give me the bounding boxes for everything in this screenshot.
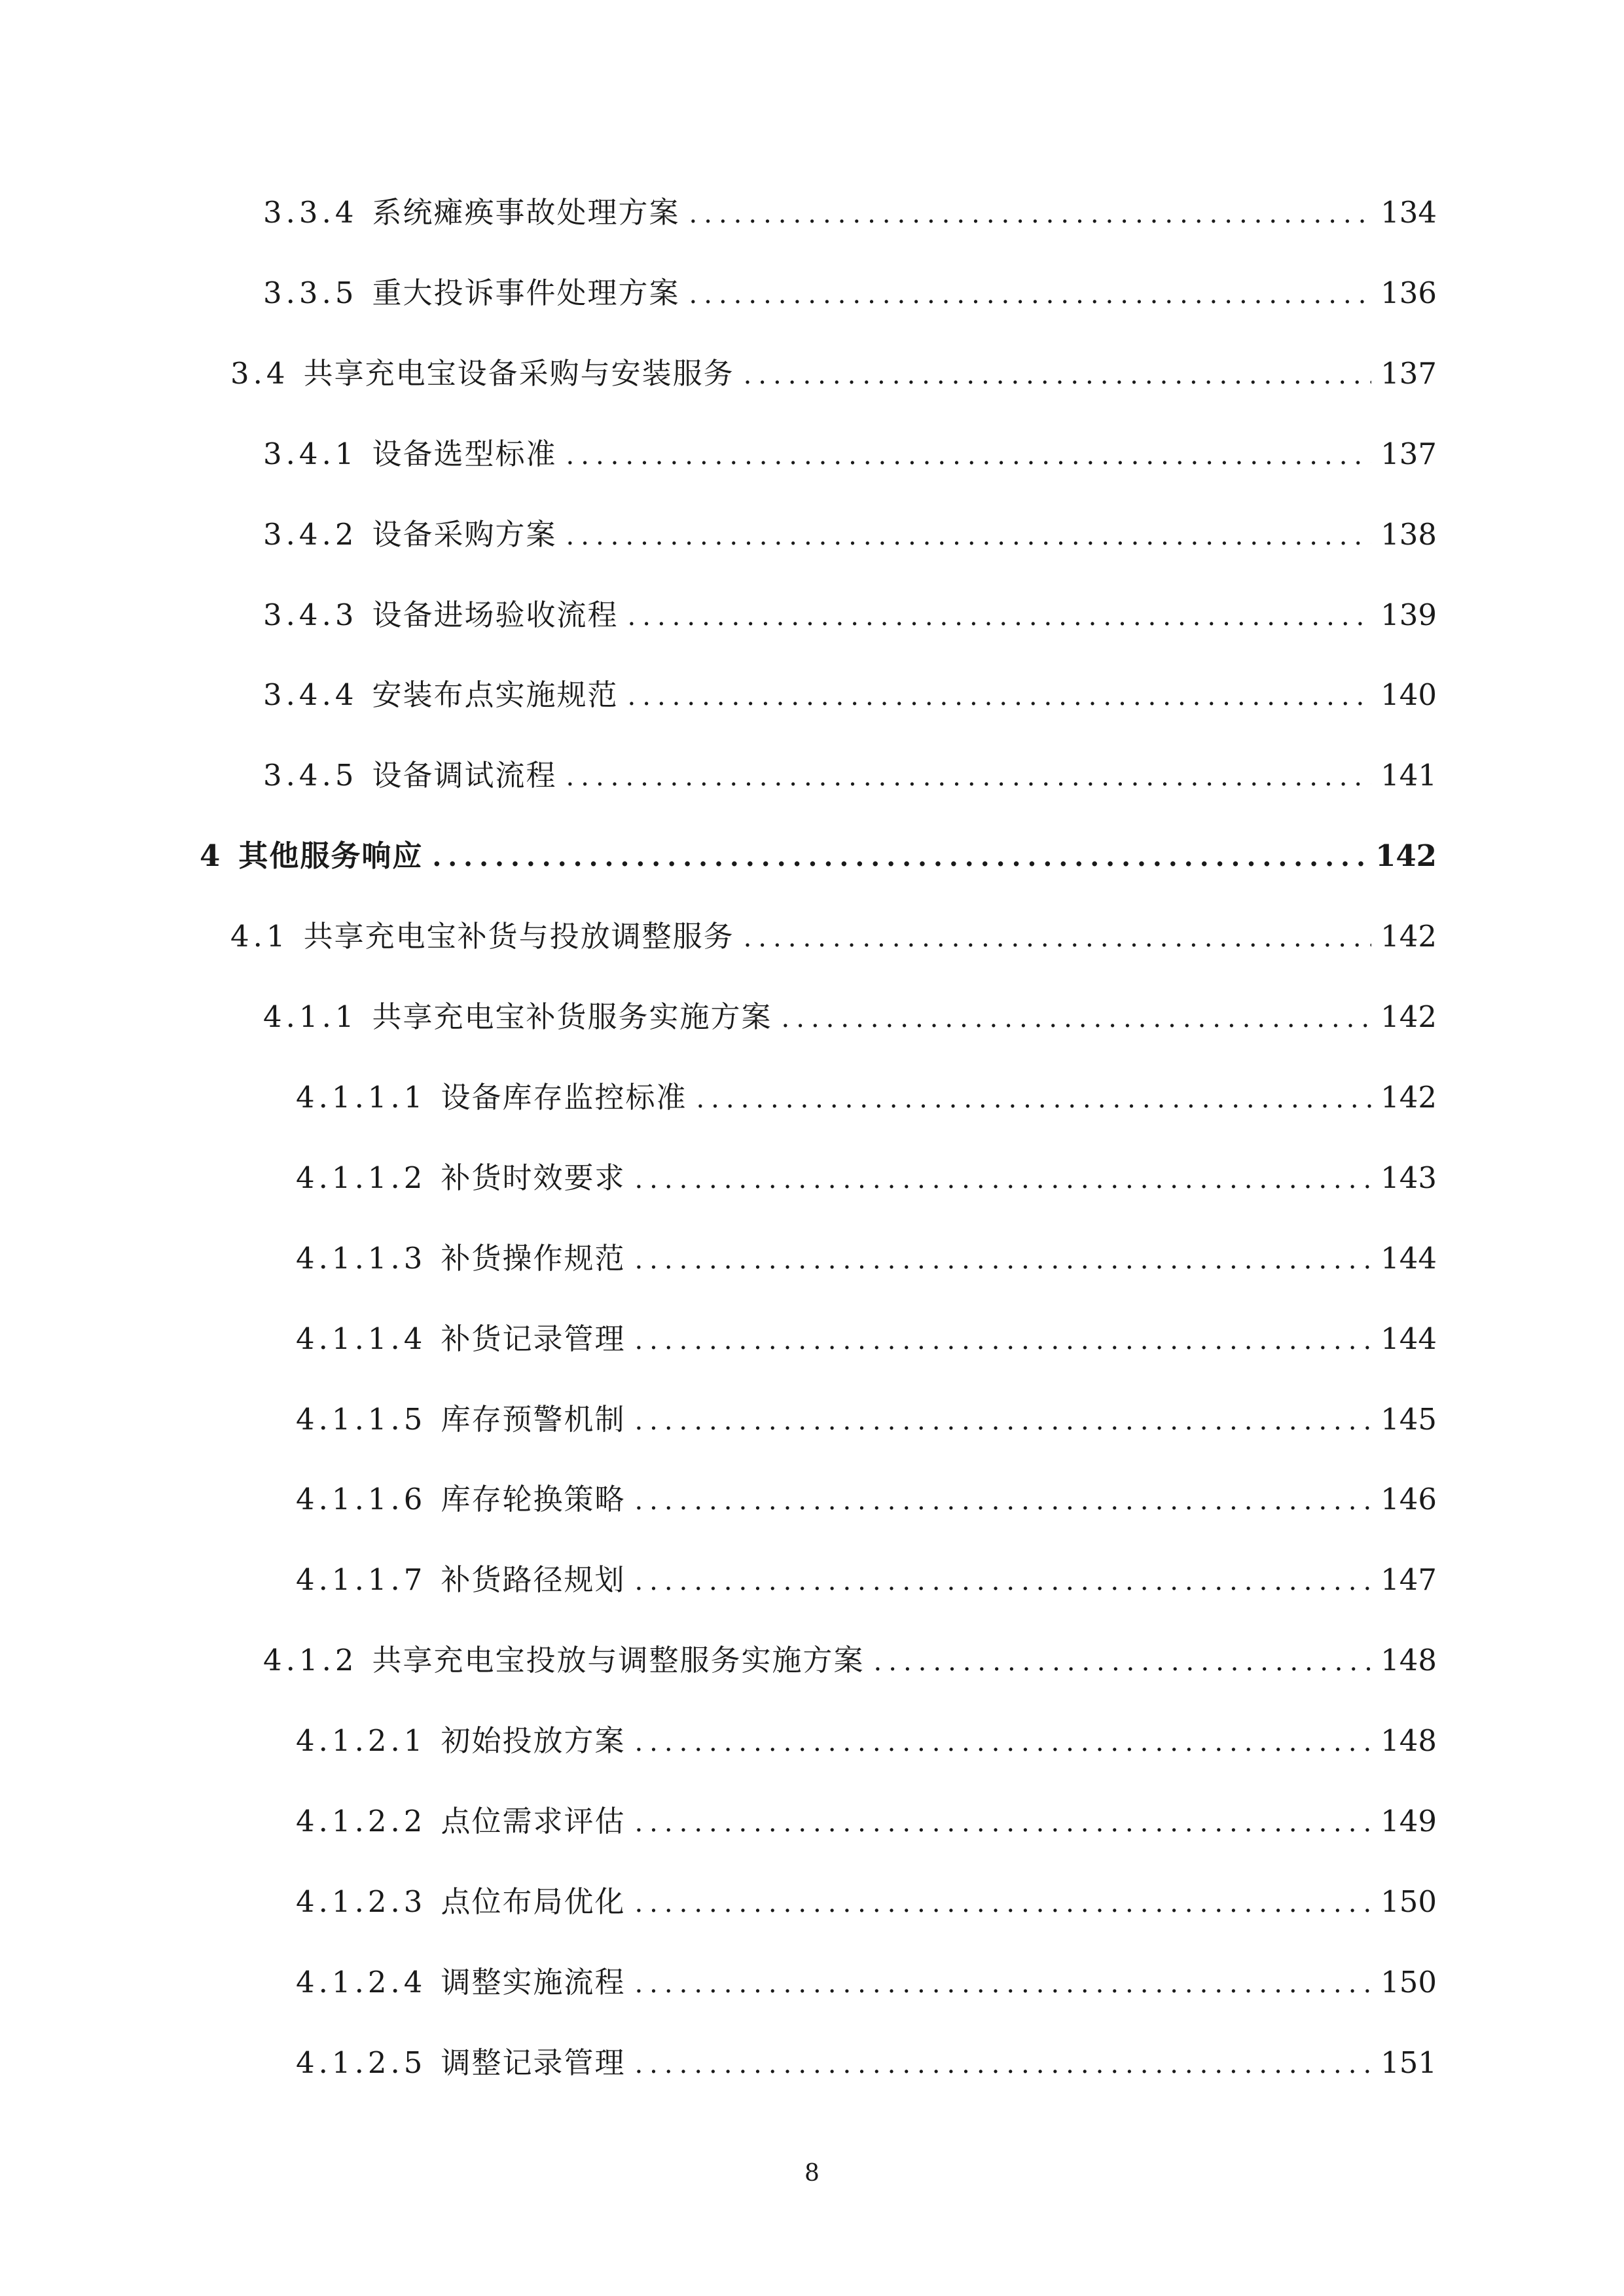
toc-entry-page-number: 137 xyxy=(1380,355,1437,391)
toc-entry[interactable] xyxy=(263,431,1437,477)
toc-entry-page-number: 150 xyxy=(1380,1884,1437,1919)
toc-entry-number: 4.1.2.2 xyxy=(296,1804,427,1839)
toc-entry[interactable] xyxy=(263,994,1437,1040)
toc-entry-title: 点位布局优化 xyxy=(441,1884,626,1919)
toc-dot-leader xyxy=(628,594,1372,639)
toc-dot-leader xyxy=(874,1639,1372,1685)
toc-entry[interactable] xyxy=(263,1638,1437,1683)
page-number: 8 xyxy=(804,2160,820,2187)
toc-entry-title: 补货路径规划 xyxy=(441,1562,626,1598)
toc-entry-title: 补货时效要求 xyxy=(441,1160,626,1195)
toc-entry-number: 4.1.2.4 xyxy=(296,1964,427,2000)
toc-entry-page-number: 136 xyxy=(1380,275,1437,310)
toc-entry-title: 安装布点实施规范 xyxy=(372,677,619,713)
toc-dot-leader xyxy=(634,1237,1371,1283)
toc-entry-number: 3.4.1 xyxy=(263,436,358,471)
toc-entry-page-number: 145 xyxy=(1380,1401,1437,1437)
toc-entry-title: 调整记录管理 xyxy=(441,2045,626,2080)
toc-entry-page-number: 147 xyxy=(1380,1562,1437,1598)
toc-entry-title: 补货操作规范 xyxy=(441,1240,626,1276)
toc-entry-page-number: 138 xyxy=(1380,516,1437,552)
toc-dot-leader xyxy=(628,673,1372,719)
toc-entry-number: 3.4.3 xyxy=(263,597,358,632)
toc-entry[interactable] xyxy=(263,672,1437,718)
toc-entry[interactable] xyxy=(296,1075,1437,1121)
toc-entry-page-number: 148 xyxy=(1380,1723,1437,1759)
toc-entry-title: 调整实施流程 xyxy=(441,1964,626,2000)
toc-entry-page-number: 146 xyxy=(1380,1482,1437,1517)
toc-entry-title: 设备库存监控标准 xyxy=(441,1079,687,1115)
toc-entry-number: 4.1.2.3 xyxy=(296,1884,427,1919)
toc-entry-title: 初始投放方案 xyxy=(441,1723,626,1759)
toc-entry-page-number: 151 xyxy=(1380,2045,1437,2080)
toc-entry[interactable] xyxy=(263,592,1437,638)
toc-entry-page-number: 134 xyxy=(1380,195,1437,230)
toc-entry-page-number: 137 xyxy=(1380,436,1437,471)
toc-entry-number: 3.4.5 xyxy=(263,758,358,793)
toc-entry-title: 共享充电宝补货与投放调整服务 xyxy=(303,919,734,954)
toc-dot-leader xyxy=(634,1558,1371,1604)
toc-entry-page-number: 144 xyxy=(1380,1321,1437,1356)
toc-entry[interactable] xyxy=(263,190,1437,236)
toc-entry-number: 4.1.1.7 xyxy=(296,1562,427,1598)
toc-entry-page-number: 142 xyxy=(1380,919,1437,954)
toc-entry[interactable] xyxy=(296,1879,1437,1925)
toc-dot-leader xyxy=(634,1398,1371,1444)
toc-entry[interactable] xyxy=(296,1477,1437,1522)
toc-dot-leader xyxy=(634,1880,1371,1926)
toc-entry-title: 其他服务响应 xyxy=(238,838,424,874)
toc-entry[interactable] xyxy=(296,1799,1437,1844)
toc-entry-number: 3.3.5 xyxy=(263,275,358,310)
toc-entry[interactable] xyxy=(263,753,1437,798)
toc-entry-number: 3.3.4 xyxy=(263,195,358,230)
toc-entry[interactable] xyxy=(296,1718,1437,1764)
toc-dot-leader xyxy=(432,834,1366,880)
toc-entry-title: 库存轮换策略 xyxy=(441,1482,626,1517)
toc-entry[interactable] xyxy=(296,1557,1437,1603)
toc-dot-leader xyxy=(634,1800,1371,1846)
toc-entry-number: 4.1.2 xyxy=(263,1643,358,1678)
toc-entry-title: 共享充电宝投放与调整服务实施方案 xyxy=(372,1643,865,1678)
toc-dot-leader xyxy=(689,191,1372,237)
toc-entry-title: 设备采购方案 xyxy=(372,516,557,552)
toc-entry-title: 系统瘫痪事故处理方案 xyxy=(372,195,680,230)
toc-entry-number: 4.1.1.6 xyxy=(296,1482,427,1517)
toc-entry-page-number: 143 xyxy=(1380,1160,1437,1195)
toc-entry-page-number: 150 xyxy=(1380,1964,1437,2000)
toc-entry-page-number: 142 xyxy=(1375,838,1437,874)
toc-entry-number: 4.1.1.5 xyxy=(296,1401,427,1437)
toc-dot-leader xyxy=(566,433,1372,478)
toc-entry-number: 4.1 xyxy=(230,919,289,954)
toc-dot-leader xyxy=(696,1076,1371,1122)
toc-entry-title: 补货记录管理 xyxy=(441,1321,626,1356)
toc-entry-number: 4.1.1.1 xyxy=(296,1079,427,1115)
toc-entry[interactable] xyxy=(263,512,1437,558)
toc-entry[interactable] xyxy=(296,1316,1437,1362)
toc-dot-leader xyxy=(634,1719,1371,1765)
toc-entry-title: 共享充电宝设备采购与安装服务 xyxy=(303,355,734,391)
toc-entry[interactable] xyxy=(230,351,1437,397)
toc-entry[interactable] xyxy=(263,270,1437,316)
toc-dot-leader xyxy=(634,1157,1371,1202)
toc-dot-leader xyxy=(634,1318,1371,1363)
toc-entry-title: 重大投诉事件处理方案 xyxy=(372,275,680,310)
toc-entry-number: 4 xyxy=(200,838,225,874)
toc-entry-page-number: 139 xyxy=(1380,597,1437,632)
toc-dot-leader xyxy=(634,1478,1371,1524)
toc-entry-title: 共享充电宝补货服务实施方案 xyxy=(372,999,772,1034)
toc-entry[interactable] xyxy=(230,914,1437,960)
toc-entry-number: 4.1.1.4 xyxy=(296,1321,427,1356)
toc-entry-page-number: 144 xyxy=(1380,1240,1437,1276)
toc-entry-page-number: 148 xyxy=(1380,1643,1437,1678)
toc-entry-number: 3.4 xyxy=(230,355,289,391)
toc-entry-number: 4.1.1.2 xyxy=(296,1160,427,1195)
toc-entry[interactable] xyxy=(296,1397,1437,1443)
toc-entry-number: 4.1.1 xyxy=(263,999,358,1034)
toc-entry[interactable] xyxy=(296,1960,1437,2005)
toc-entry-page-number: 149 xyxy=(1380,1804,1437,1839)
toc-dot-leader xyxy=(689,272,1372,317)
toc-entry-page-number: 140 xyxy=(1380,677,1437,713)
toc-entry-title: 库存预警机制 xyxy=(441,1401,626,1437)
toc-entry-page-number: 142 xyxy=(1380,1079,1437,1115)
toc-entry-number: 4.1.1.3 xyxy=(296,1240,427,1276)
toc-entry-number: 3.4.2 xyxy=(263,516,358,552)
toc-entry[interactable] xyxy=(200,833,1437,879)
toc-entry-title: 设备进场验收流程 xyxy=(372,597,619,632)
toc-entry-number: 4.1.2.5 xyxy=(296,2045,427,2080)
toc-dot-leader xyxy=(566,513,1372,559)
toc-entry-title: 点位需求评估 xyxy=(441,1804,626,1839)
toc-entry-title: 设备调试流程 xyxy=(372,758,557,793)
toc-entry-number: 3.4.4 xyxy=(263,677,358,713)
toc-dot-leader xyxy=(634,2041,1371,2087)
toc-entry-title: 设备选型标准 xyxy=(372,436,557,471)
toc-dot-leader xyxy=(744,915,1372,961)
toc-entry[interactable] xyxy=(296,1155,1437,1201)
toc-dot-leader xyxy=(634,1961,1371,2007)
toc-entry-page-number: 141 xyxy=(1380,758,1437,793)
toc-entry-number: 4.1.2.1 xyxy=(296,1723,427,1759)
toc-entry-page-number: 142 xyxy=(1380,999,1437,1034)
toc-entry[interactable] xyxy=(296,2040,1437,2086)
toc-entry[interactable] xyxy=(296,1236,1437,1282)
toc-dot-leader xyxy=(566,754,1372,800)
toc-dot-leader xyxy=(782,996,1372,1041)
toc-dot-leader xyxy=(744,352,1372,398)
